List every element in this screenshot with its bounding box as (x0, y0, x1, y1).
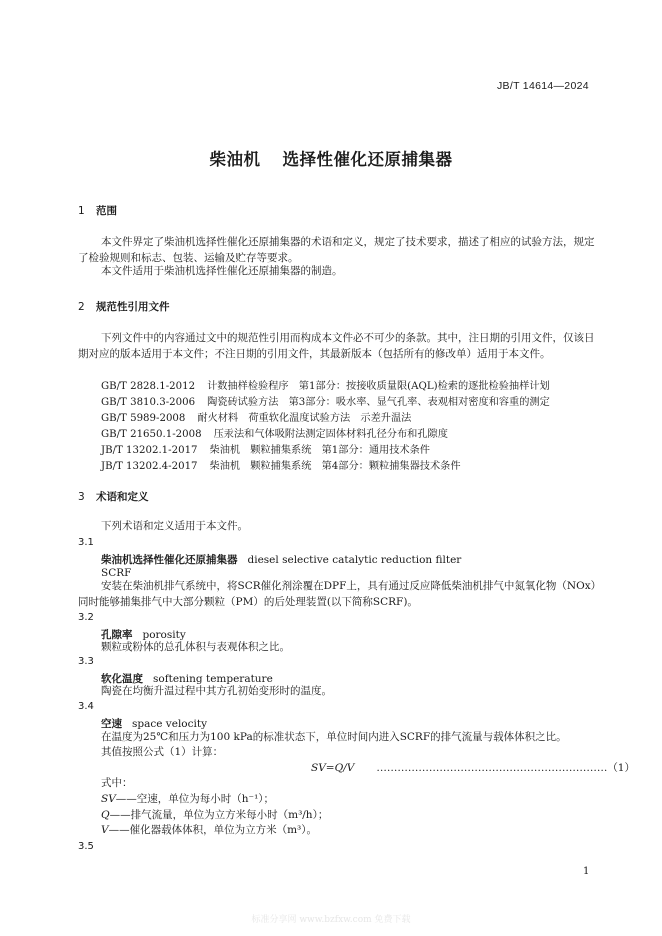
term-number: 3.4 (78, 701, 94, 712)
section-2-heading: 2 规范性引用文件 (78, 301, 170, 313)
term-number: 3.3 (78, 656, 94, 667)
term-heading: 柴油机选择性催化还原捕集器 diesel selective catalytic reduction filter (101, 554, 462, 566)
variable-definition: V——催化器载体体积，单位为立方米（m³）。 (101, 824, 318, 836)
document-title (0, 146, 662, 170)
section-1-para-2: 本文件适用于柴油机选择性催化还原捕集器的制造。 (101, 265, 343, 277)
section-2-intro: 下列文件中的内容通过文中的规范性引用而构成本文件必不可少的条款。其中，注日期的引用文件，仅该日期对应的版本适用于本文件；不注日期的引用文件，其最新版本（包括所有的修改单）适用于本文件。 (78, 332, 595, 360)
term-definition-cont: 其值按照公式（1）计算： (101, 746, 224, 758)
where-label: 式中： (101, 777, 133, 789)
reference-item: JB/T 13202.1-2017 柴油机 颗粒捕集系统 第1部分：通用技术条件 (101, 445, 430, 456)
term-definition: 陶瓷在均衡升温过程中其方孔初始变形时的温度。 (101, 685, 332, 697)
section-1-para-1: 本文件界定了柴油机选择性催化还原捕集器的术语和定义，规定了技术要求，描述了相应的试验方法，规定了检验规则和标志、包装、运输及贮存等要求。 (78, 236, 595, 264)
reference-item: GB/T 2828.1-2012 计数抽样检验程序 第1部分：按接收质量限(AQL)检索的逐批检验抽样计划 (101, 381, 550, 392)
variable-definition: SV——空速，单位为每小时（h⁻¹）； (101, 793, 275, 805)
section-3-heading: 3 术语和定义 (78, 491, 149, 503)
reference-item: GB/T 3810.3-2006 陶瓷砖试验方法 第3部分：吸水率、显气孔率、表观相对密度和容重的测定 (101, 397, 550, 408)
standard-number: JB/T 14614—2024 (497, 80, 589, 92)
term-definition: 在温度为25℃和压力为100 kPa的标准状态下，单位时间内进入SCRF的排气流量与载体体积之比。 (101, 731, 567, 743)
formula: SV=Q/V …………………………………………………………（1） (311, 762, 635, 774)
reference-item: GB/T 5989-2008 耐火材料 荷重软化温度试验方法 示差升温法 (101, 413, 412, 424)
page-number: 1 (583, 866, 590, 877)
section-1-heading: 1 范围 (78, 205, 117, 217)
section-3-intro: 下列术语和定义适用于本文件。 (101, 520, 248, 532)
variable-definition: Q——排气流量，单位为立方米每小时（m³/h）； (101, 809, 329, 821)
term-number: 3.2 (78, 612, 94, 623)
term-number: 3.5 (78, 841, 94, 852)
title-part2: 选择性催化还原捕集器 (282, 150, 453, 169)
term-definition: 安装在柴油机排气系统中，将SCR催化剂涂覆在DPF上，具有通过反应降低柴油机排气中氮氧化物（NOx）同时能够捕集排气中大部分颗粒（PM）的后处理装置(以下简称SCRF)。 (78, 580, 602, 608)
term-heading: 软化温度 softening temperature (101, 673, 273, 685)
footer-watermark: 标准分享网 www.bzfxw.com 免费下载 (251, 915, 411, 925)
term-abbreviation: SCRF (101, 567, 132, 579)
term-number: 3.1 (78, 537, 94, 548)
term-heading: 空速 space velocity (101, 718, 208, 730)
reference-item: JB/T 13202.4-2017 柴油机 颗粒捕集系统 第4部分：颗粒捕集器技术条件 (101, 461, 461, 472)
term-heading: 孔隙率 porosity (101, 629, 186, 641)
title-part1: 柴油机 (209, 150, 261, 169)
term-definition: 颗粒或粉体的总孔体积与表观体积之比。 (101, 641, 290, 653)
reference-item: GB/T 21650.1-2008 压汞法和气体吸附法测定固体材料孔径分布和孔隙度 (101, 429, 448, 440)
